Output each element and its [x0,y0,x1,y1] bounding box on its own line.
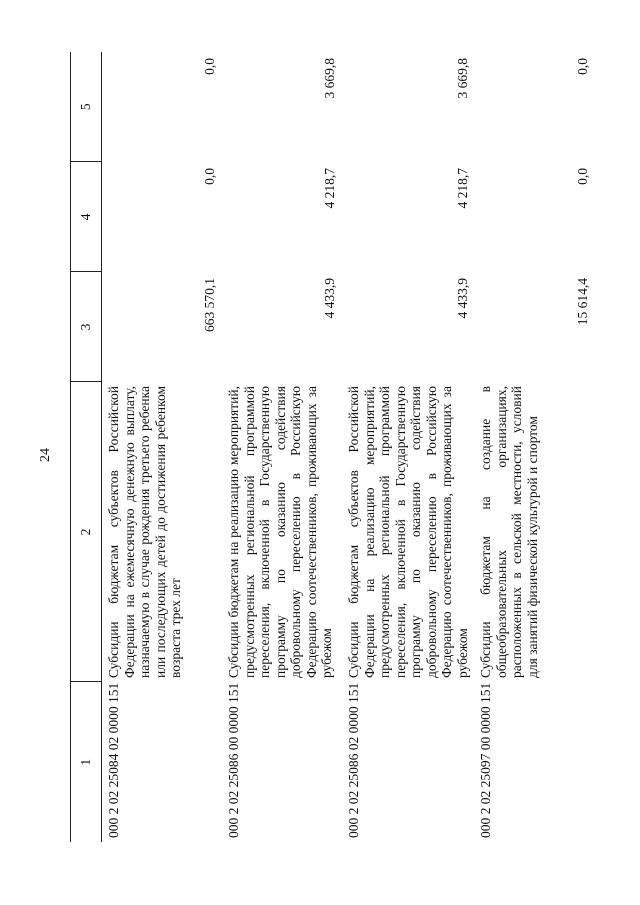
value-col-4: 0,0 [574,168,590,185]
budget-code: 000 2 02 25097 00 0000 151 [478,682,494,838]
table-row [342,52,474,842]
budget-table [70,52,594,842]
header-col-1: 1 [71,682,102,842]
page-number: 24 [38,448,53,462]
table-row [222,52,342,842]
value-col-3: 15 614,4 [574,278,590,326]
header-col-4: 4 [71,162,102,272]
budget-code: 000 2 02 25086 00 0000 151 [226,682,241,838]
header-col-2: 2 [71,382,102,682]
subsidy-description: Субсидии бюджетам на создание в общеобразовательных организациях, расположенных в сельской местности, условий для занятий физической культурой и спортом [478,386,540,678]
value-col-3: 4 433,9 [454,278,470,319]
value-col-3: 4 433,9 [322,278,338,319]
header-col-3: 3 [71,272,102,382]
value-col-3: 663 570,1 [202,278,218,332]
value-col-5: 3 669,8 [322,58,338,99]
header-col-5: 5 [71,52,102,162]
table-row [102,52,223,842]
subsidy-description: Субсидии бюджетам на реализацию мероприятий, предусмотренных региональной программой переселения, включенной в Государственную программу по оказанию содействия добровольному переселению в Российскую Федерацию соотечественников, проживающих за рубежом [226,386,335,678]
subsidy-description: Субсидии бюджетам субъектов Российской Федерации на ежемесячную денежную выплату, назначаемую в случае рождения третьего ребенка или последующих детей до достижения ребенком возраста трех лет [106,386,184,678]
value-col-4: 0,0 [202,168,218,185]
budget-code: 000 2 02 25084 02 0000 151 [106,682,121,838]
subsidy-description: Субсидии бюджетам субъектов Российской Федерации на реализацию мероприятий, предусмотренных региональной программой переселения, включенной в Государственную программу по оказанию содействия добровольному переселению в Российскую Федерацию соотечественников, проживающих за рубежом [346,386,470,678]
value-col-5: 0,0 [574,58,590,75]
budget-code: 000 2 02 25086 02 0000 151 [346,682,361,838]
header-row [71,52,102,842]
table-row [474,52,594,842]
value-col-5: 0,0 [202,58,218,75]
budget-table-rotated [70,52,620,842]
value-col-4: 4 218,7 [322,168,338,209]
value-col-4: 4 218,7 [454,168,470,209]
value-col-5: 3 669,8 [454,58,470,99]
